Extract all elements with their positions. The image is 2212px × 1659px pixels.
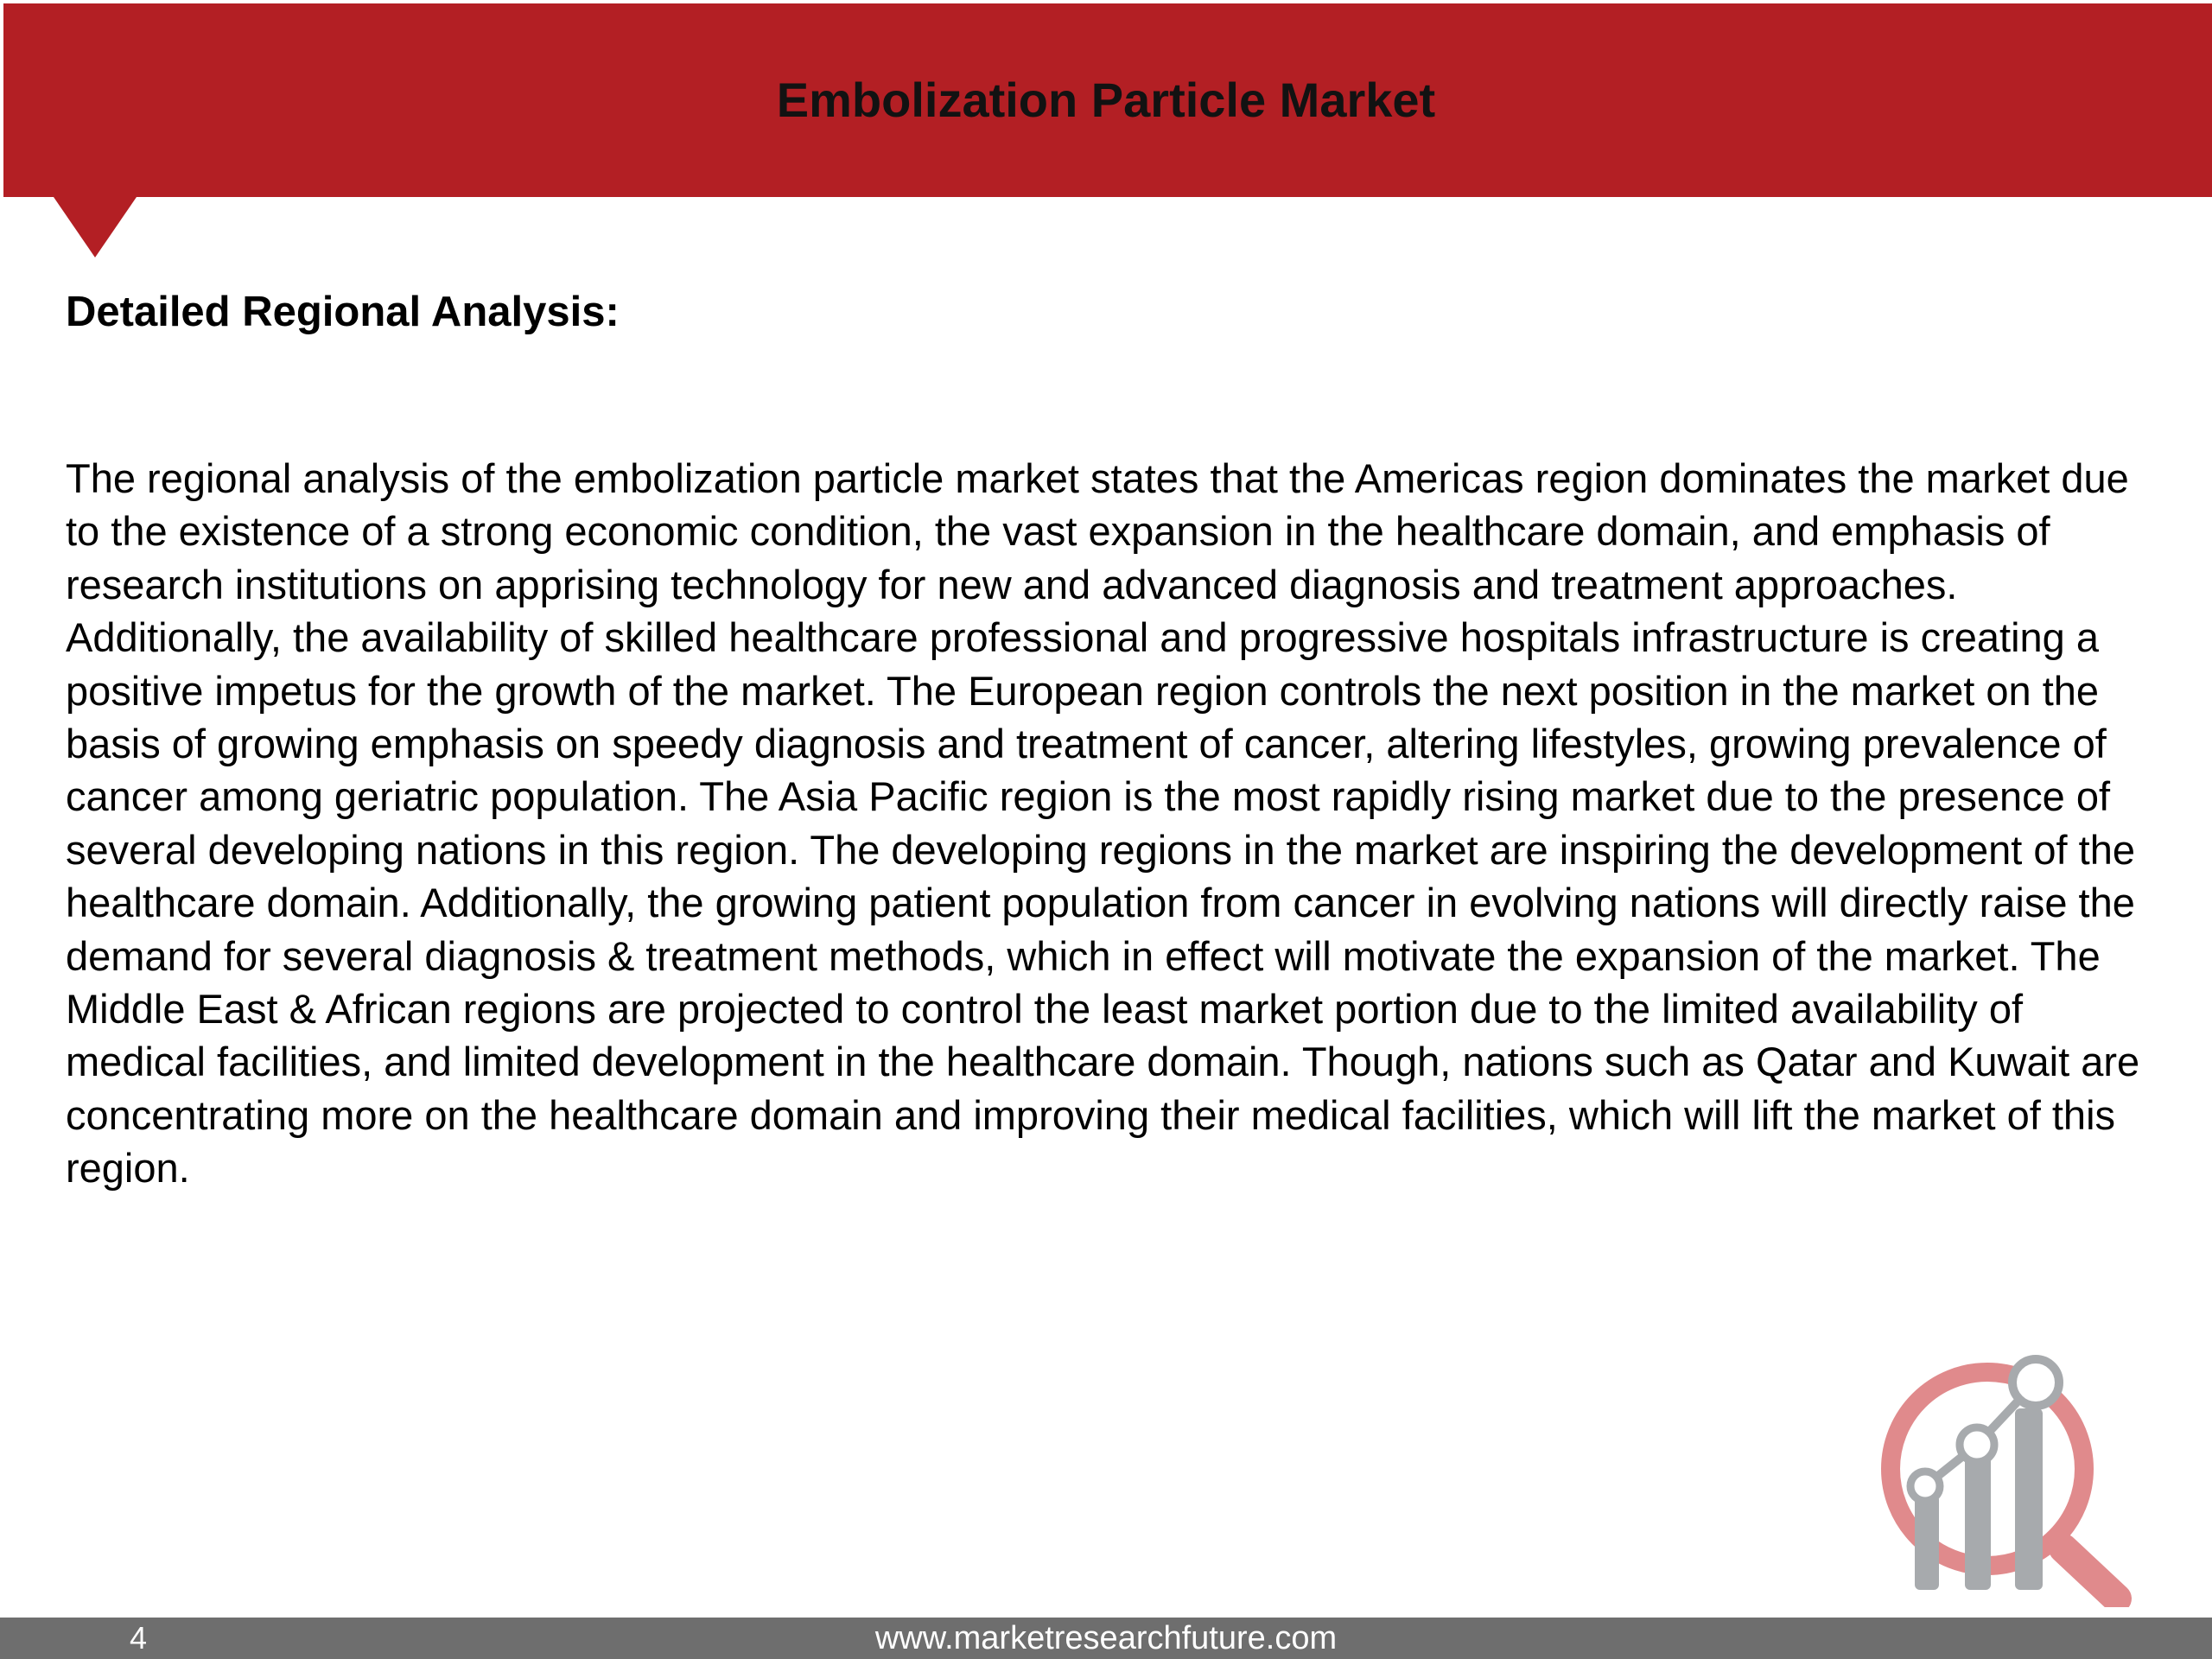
banner-pointer [54, 197, 137, 257]
slide-title: Embolization Particle Market [776, 73, 1436, 127]
magnifier-chart-logo-icon [1858, 1348, 2152, 1607]
body-paragraph: The regional analysis of the embolization particle market states that the Americas region dominates the market due to the existence of a strong economic condition, the vast expansion in the healthcare domain, and emphasis of research institutions on apprising technology for new and advanced diagnosis and treatment approaches. Additionally, the availability of skilled healthcare professional and progressive hospitals infrastructure is creating a positive impetus for the growth of the market. The European region controls the next position in the market on the basis of growing emphasis on speedy diagnosis and treatment of cancer, altering lifestyles, growing prevalence of cancer among geriatric population. The Asia Pacific region is the most rapidly rising market due to the presence of several developing nations in this region. The developing regions in the market are inspiring the development of the healthcare domain. Additionally, the growing patient population from cancer in evolving nations will directly raise the demand for several diagnosis & treatment methods, which in effect will motivate the expansion of the market. The Middle East & African regions are projected to control the least market portion due to the limited availability of medical facilities, and limited development in the healthcare domain. Though, nations such as Qatar and Kuwait are concentrating more on the healthcare domain and improving their medical facilities, which will lift the market of this region. [66, 455, 2140, 1192]
page-number: 4 [130, 1620, 148, 1656]
section-heading: Detailed Regional Analysis: [66, 289, 620, 335]
footer-url: www.marketresearchfuture.com [874, 1620, 1338, 1656]
